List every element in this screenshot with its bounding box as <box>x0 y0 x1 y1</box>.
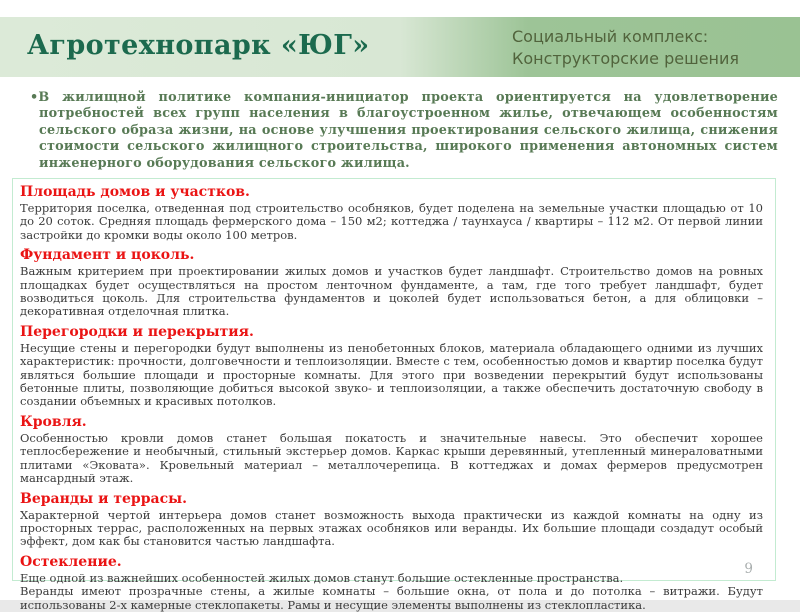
slide-subtitle <box>512 26 739 70</box>
section-partitions <box>20 324 763 409</box>
section-heading: Веранды и террасы. <box>20 490 188 507</box>
section-paragraph: Еще одной из важнейших особенностей жилых домов станут большие остекленные пространства. <box>20 570 624 585</box>
section-foundation <box>20 247 763 319</box>
section-body <box>20 432 763 486</box>
section-paragraph: Важным критерием при проектировании жилых домов и участков будет ландшафт. Строительство домов на ровных площадках будет осуществляться на простом ленточном фундаменте, а там, где того требует ландшафт, будет возводиться цоколь. Для строительства фундаментов и цоколей будет использоваться бетон, а для облицовки – декоративная отделочная плитка. <box>20 264 763 319</box>
section-paragraph: Несущие стены и перегородки будут выполнены из пенобетонных блоков, материала обладающего одними из лучших характеристик: прочности, долговечности и теплоизоляции. Вместе с тем, особенностью домов и квартир поселка будут являться большие площади и просторные комнаты. Для этого при возведении перекрытий будут использованы бетонные плиты, позволяющие добиться высокой звуко- и теплоизоляции, а также обеспечить достаточную свободу в создании объемных и красивых потолков. <box>20 340 763 409</box>
section-body <box>20 572 763 612</box>
intro-paragraph <box>30 90 778 172</box>
page-number: 9 <box>744 561 753 577</box>
content-panel <box>12 178 776 612</box>
header-band <box>0 17 800 77</box>
section-body <box>20 202 763 242</box>
section-paragraph: Характерной чертой интерьера домов станет возможность выхода практически из каждой комнаты на одну из просторных террас, расположенных на первых этажах особняков или веранды. Их большие площади создадут особый эффект, дом как бы становится частью ландшафта. <box>20 507 763 549</box>
section-heading: Перегородки и перекрытия. <box>20 323 254 340</box>
section-paragraph: Территория поселка, отведенная под строительство особняков, будет поделена на земельные участки площадью от 10 до 20 соток. Средняя площадь фермерского дома – 150 м2; коттеджа / таунхауса / квартиры – 112 м2. От первой линии застройки до кромки воды около 100 метров. <box>20 201 763 242</box>
intro-text: В жилищной политике компания-инициатор проекта ориентируется на удовлетворение потребностей всех групп населения в благоустроенном жилье, отвечающем особенностям сельского образа жизни, на основе улучшения проектирования сельского жилища, снижения стоимости сельского жилищного строительства, широкого применения автономных систем инженерного оборудования сельского жилища. <box>38 90 778 171</box>
section-verandas <box>20 491 763 549</box>
slide-subtitle-line1: Социальный комплекс: <box>512 27 709 46</box>
section-house-area <box>20 184 763 242</box>
slide-title: Агротехнопарк «ЮГ» <box>27 30 370 61</box>
section-heading: Кровля. <box>20 413 87 430</box>
bullet-marker: • <box>30 90 39 105</box>
section-heading: Фундамент и цоколь. <box>20 247 195 264</box>
section-paragraph: Веранды имеют прозрачные стены, а жилые комнаты – большие окна, от пола и до потолка – витражи. Будут использованы 2-х камерные стеклопакеты. Рамы и несущие элементы выполнены из стеклопластика. <box>20 584 763 612</box>
section-body <box>20 509 763 549</box>
section-heading: Площадь домов и участков. <box>20 184 250 200</box>
slide-subtitle-line2: Конструкторские решения <box>512 49 740 68</box>
section-roof <box>20 414 763 486</box>
section-body <box>20 265 763 319</box>
section-heading: Остекление. <box>20 553 122 570</box>
section-paragraph: Особенностью кровли домов станет большая покатость и значительные навесы. Это обеспечит хорошее теплосбережение и необычный, стильный экстерьер домов. Каркас крыши деревянный, утепленный минераловатными плитами «Эковата». Кровельный материал – металлочерепица. В коттеджах и домах фермеров предусмотрен мансардный этаж. <box>20 430 763 486</box>
intro-block <box>30 90 778 172</box>
section-body <box>20 342 763 409</box>
section-glazing <box>20 554 763 612</box>
